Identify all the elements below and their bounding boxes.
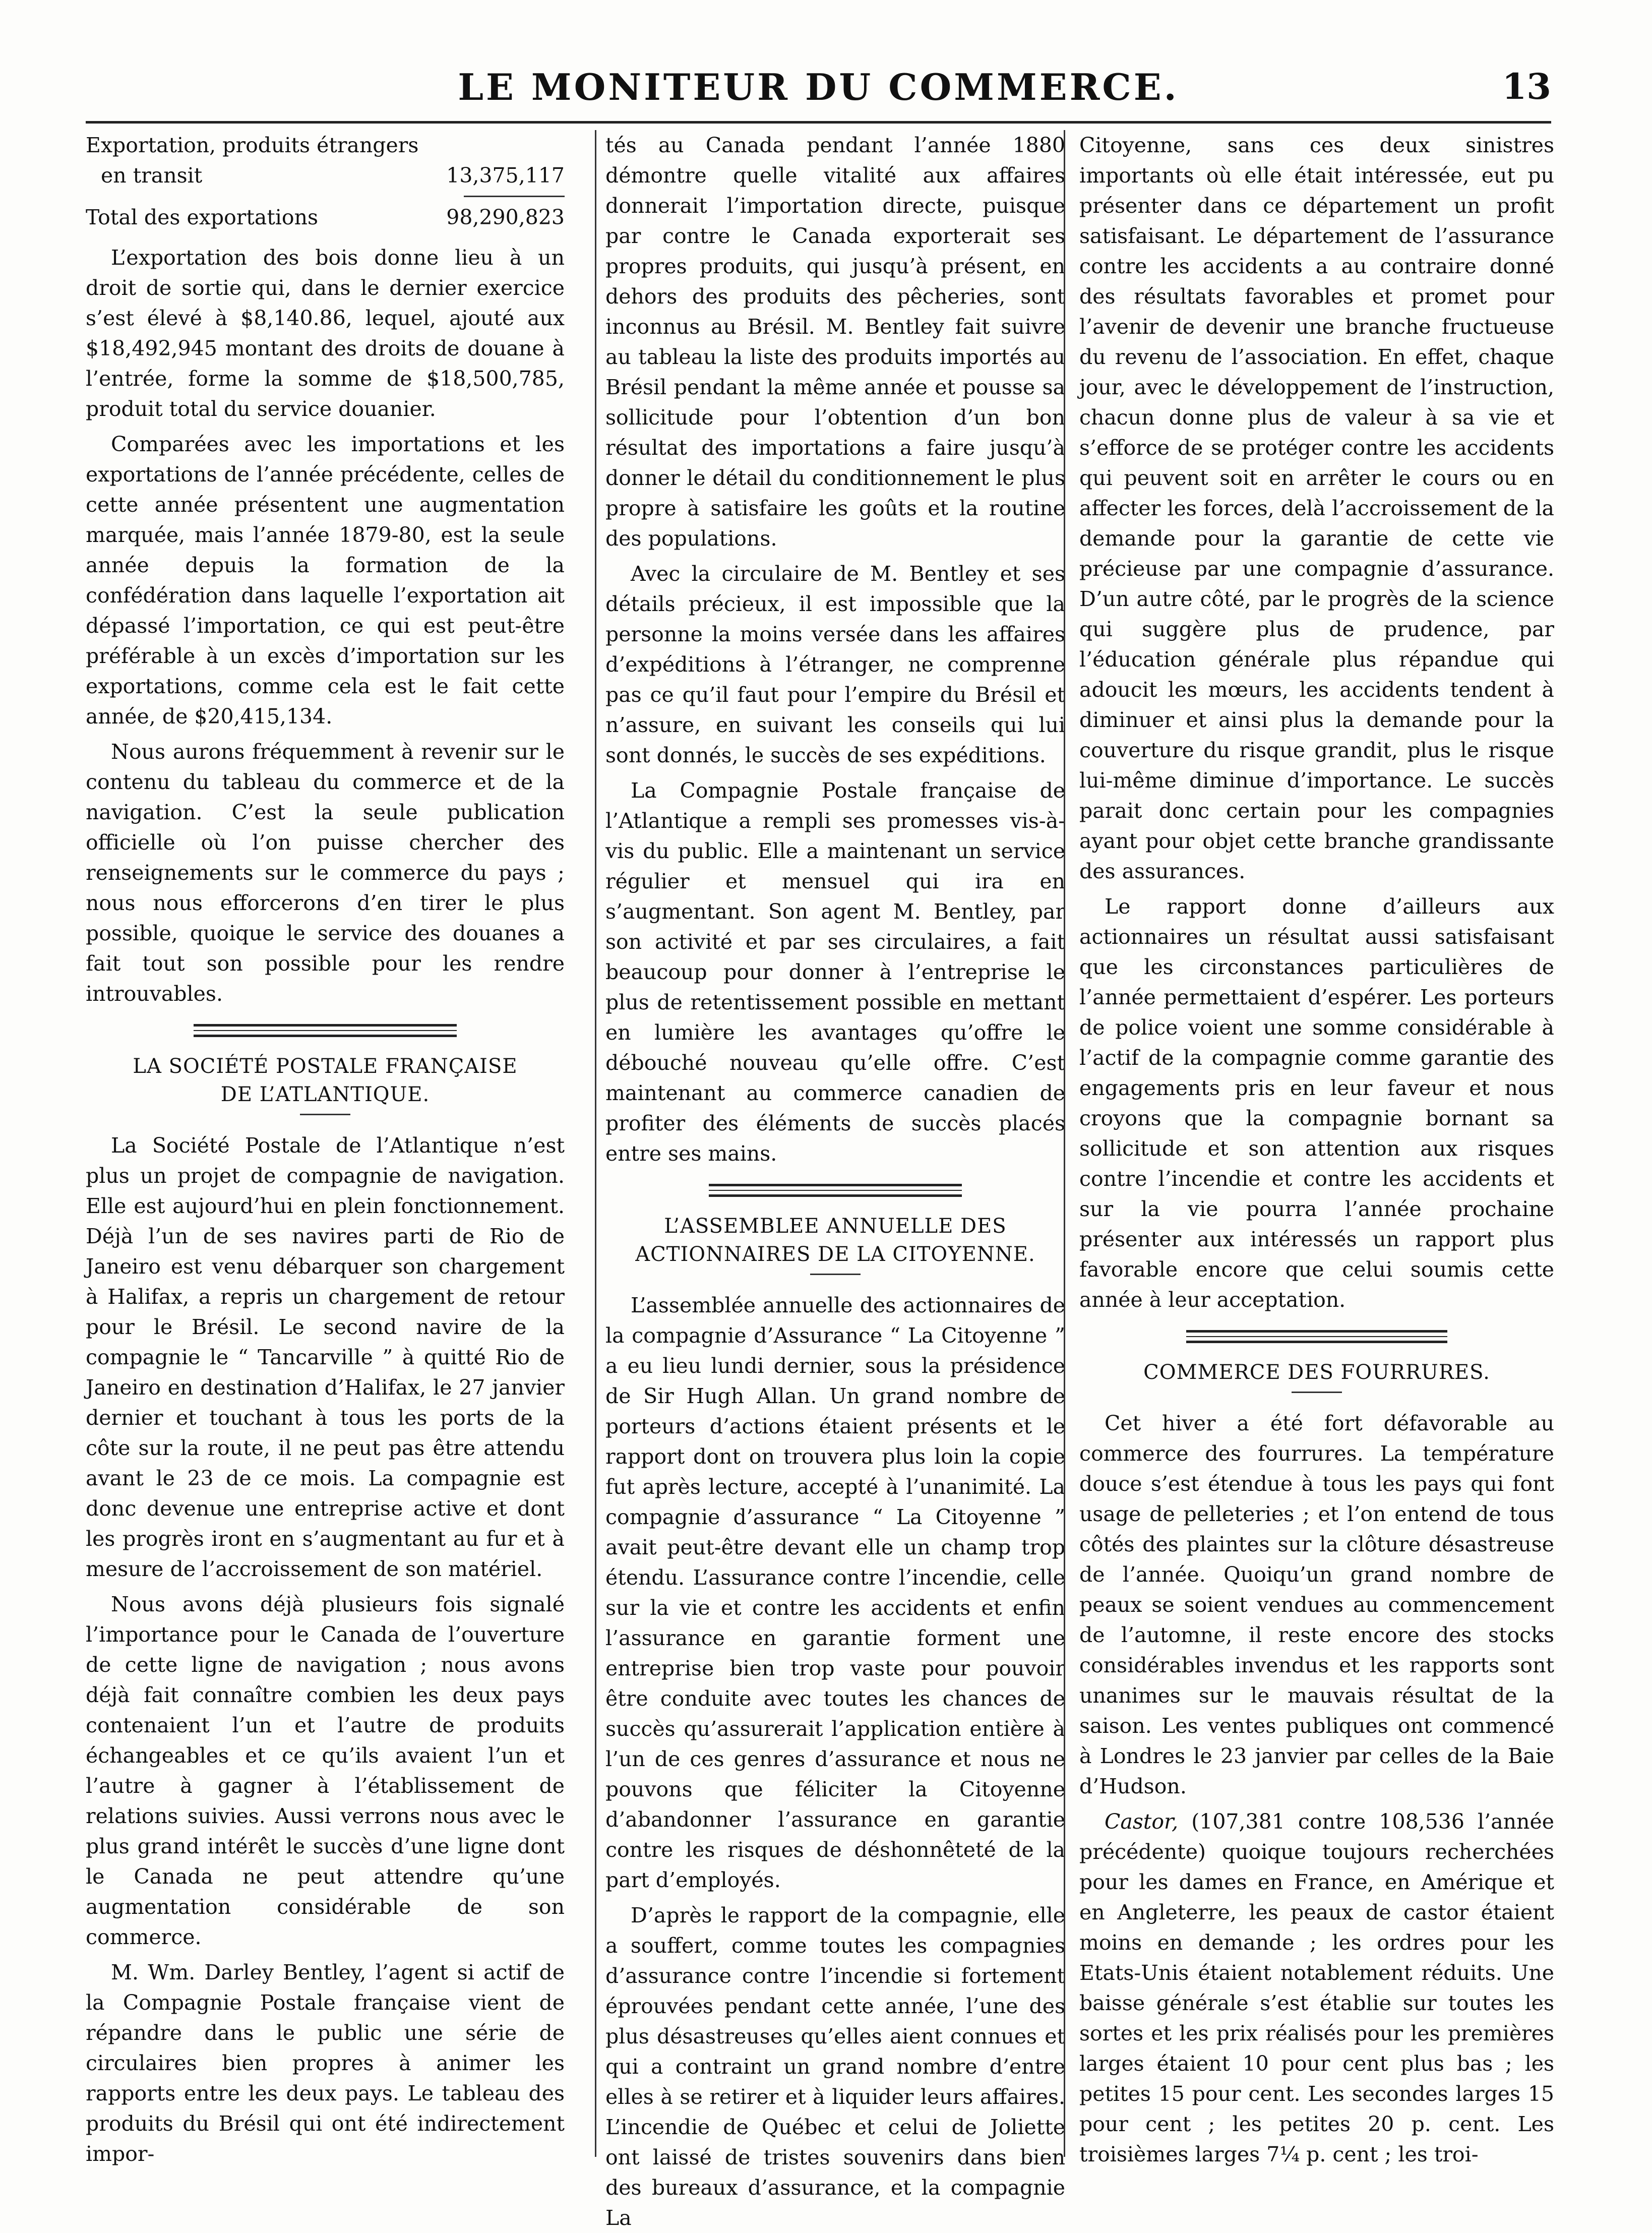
stat-foreign-label: Exportation, produits étrangers <box>86 133 419 157</box>
stat-total-label: Total des exportations <box>86 205 319 229</box>
masthead-title: LE MONITEUR DU COMMERCE. <box>458 66 1179 108</box>
paragraph: D’après le rapport de la compagnie, elle a souffert, comme toutes les compagnies d’assurance contre l’incendie si fortement éprouvées pendant cette année, l’une des plus désastreuses qu’elles aient connues et qui a contraint un grand nombre d’entre elles à se retirer et à liquider leurs affaires. L’incendie de Québec et celui de Joliette ont laissé de tristes souvenirs dans bien des bureaux d’assurance, et la compagnie La <box>605 1903 1065 2230</box>
page-number: 13 <box>1502 66 1551 107</box>
heading-line-1: L’ASSEMBLEE ANNUELLE DES <box>664 1215 1007 1238</box>
stat-rule <box>464 196 565 197</box>
heading-line-2: ACTIONNAIRES DE LA CITOYENNE. <box>635 1243 1035 1266</box>
heading-line-1: COMMERCE DES FOURRURES. <box>1143 1361 1490 1384</box>
paragraph: Nous avons déjà plusieurs fois signalé l’importance pour le Canada de l’ouverture de cette ligne de navigation ; nous avons déjà fait connaître combien les deux pays contenaient l’un et l’autre de produits échangeables et ce qu’ils avaient l’un et l’autre à gagner à l’établissement de relations suivies. Aussi verrons nous avec le plus grand intérêt le succès d’une ligne dont le Canada ne peut attendre qu’une augmentation considérable de son commerce. <box>86 1592 565 1949</box>
paragraph: Le rapport donne d’ailleurs aux actionnaires un résultat aussi satisfaisant que les circonstances particulières de l’année permettaient d’espérer. Les porteurs de police voient une somme considérable à l’actif de la compagnie comme garantie des engagements pris en leur faveur et nous croyons que la compagnie bornant sa sollicitude et son attention aux risques contre l’incendie et contre les accidents et sur la vie pourra l’année prochaine présenter aux intéressés un rapport plus favorable encore que celui soumis cette année à leur acceptation. <box>1079 894 1554 1312</box>
paragraph: Comparées avec les importations et les exportations de l’année précédente, celles de cette année présentent une augmentation marquée, mais l’année 1879-80, est la seule année depuis la formation de la confédération dans laquelle l’exportation ait dépassé l’importation, ce qui est peut-être préférable à un excès d’importation sur les exportations, comme cela est le fait cette année, de $20,415,134. <box>86 432 565 729</box>
section-divider <box>194 1024 457 1037</box>
stat-total-row <box>86 202 565 232</box>
stat-foreign-value: 13,375,117 <box>446 163 565 188</box>
column-2 <box>595 130 1065 2230</box>
paragraph: La Société Postale de l’Atlantique n’est plus un projet de compagnie de navigation. Elle est aujourd’hui en plein fonctionnement. Déjà l’un de ses navires parti de Rio de Janeiro est venu débarquer son chargement à Halifax, a repris un chargement de retour pour le Brésil. Le second navire de la compagnie le “ Tancarville ” à quitté Rio de Janeiro en destination d’Halifax, le 27 janvier dernier et touchant à tous les ports de la côte sur la route, il ne peut pas être attendu avant le 23 de ce mois. La compagnie est donc devenue une entreprise active et dont les progrès iront en s’augmentant au fur et à mesure de l’accroissement de son matériel. <box>86 1133 565 1581</box>
column-1 <box>86 130 565 2166</box>
paragraph-lead: Castor, <box>1105 1809 1179 1834</box>
stat-foreign-row <box>86 160 565 191</box>
column-3 <box>1064 130 1554 2166</box>
paragraph: Avec la circulaire de M. Bentley et ses détails précieux, il est impossible que la personne la moins versée dans les affaires d’expéditions à l’étranger, ne comprenne pas ce qu’il faut pour l’empire du Brésil et n’assure, en suivant les conseils qui lui sont donnés, le succès de ses expéditions. <box>605 562 1065 767</box>
heading-rule <box>810 1274 861 1275</box>
article-heading <box>1079 1358 1554 1386</box>
paragraph-body: (107,381 contre 108,536 l’année précédente) quoique toujours recherchées pour les dames en France, en Amérique et en Angleterre, les peaux de castor étaient moins en demande ; les ordres pour les Etats-Unis étaient notablement réduits. Une baisse générale s’est établie sur toutes les sortes et les prix réalisés pour les premières larges étaient 10 pour cent plus bas ; les petites 15 pour cent. Les secondes larges 15 pour cent ; les petites 20 p. cent. Les troisièmes larges 7¼ p. cent ; les troi- <box>1079 1809 1554 2166</box>
section-divider <box>709 1184 962 1197</box>
heading-line-2: DE L’ATLANTIQUE. <box>220 1083 430 1106</box>
stat-foreign-label-2: en transit <box>101 163 203 188</box>
article-heading <box>86 1052 565 1109</box>
heading-rule <box>1292 1392 1342 1393</box>
export-stats <box>86 130 565 232</box>
heading-line-1: LA SOCIÉTÉ POSTALE FRANÇAISE <box>133 1055 518 1078</box>
stat-total-value: 98,290,823 <box>446 205 565 229</box>
paragraph: Nous aurons fréquemment à revenir sur le contenu du tableau du commerce et de la navigation. C’est la seule publication officielle où l’on puisse chercher des renseignements sur le commerce du pays ; nous nous efforcerons d’en tirer le plus possible, quoique le service des douanes a fait tout son possible pour les rendre introuvables. <box>86 740 565 1006</box>
section-divider <box>1186 1330 1447 1343</box>
heading-rule <box>300 1114 350 1115</box>
masthead <box>86 66 1551 124</box>
paragraph <box>1079 1806 1554 2169</box>
paragraph: Cet hiver a été fort défavorable au commerce des fourrures. La température douce s’est étendue à tous les pays qui font usage de pelleteries ; et l’on entend de tous côtés des plaintes sur la clôture désastreuse de l’année. Quoiqu’un grand nombre de peaux se soient vendues au commencement de l’automne, il reste encore des stocks considérables invendus et les rapports sont unanimes sur le mauvais résultat de la saison. Les ventes publiques ont commencé à Londres le 23 janvier par celles de la Baie d’Hudson. <box>1079 1411 1554 1798</box>
paragraph: La Compagnie Postale française de l’Atlantique a rempli ses promesses vis-à-vis du public. Elle a maintenant un service régulier et mensuel qui ira en s’augmentant. Son agent M. Bentley, par son activité et par ses circulaires, a fait beaucoup pour donner à l’entreprise le plus de retentissement possible en mettant en lumière les avantages qu’offre le débouché nouveau qu’elle offre. C’est maintenant au commerce canadien de profiter des éléments de succès placés entre ses mains. <box>605 778 1065 1166</box>
article-heading <box>605 1212 1065 1269</box>
paragraph: L’assemblée annuelle des actionnaires de la compagnie d’Assurance “ La Citoyenne ” a eu lieu lundi dernier, sous la présidence de Sir Hugh Allan. Un grand nombre de porteurs d’actions étaient présents et le rapport dont on trouvera plus loin la copie fut après lecture, accepté à l’unanimité. La compagnie d’assurance “ La Citoyenne ” avait peut-être devant elle un champ trop étendu. L’assurance contre l’incendie, celle sur la vie et contre les accidents et enfin l’assurance en garantie forment une entreprise bien trop vaste pour pouvoir être conduite avec toutes les chances de succès qu’assurerait l’application entière à l’un de ces genres d’assurance et nous ne pouvons que féliciter la Citoyenne d’abandonner l’assurance en garantie contre les risques de déshonnêteté de la part d’employés. <box>605 1293 1065 1892</box>
paragraph: Citoyenne, sans ces deux sinistres importants où elle était intéressée, eut pu présenter dans ce département un profit satisfaisant. Le département de l’assurance contre les accidents a au contraire donné des résultats favorables et promet pour l’avenir de devenir une branche fructueuse du revenu de l’association. En effet, chaque jour, avec le développement de l’instruction, chacun donne plus de valeur à sa vie et s’efforce de se protéger contre les accidents qui peuvent soit en arrêter le cours ou en affecter les forces, delà l’accroissement de la demande pour la garantie de cette vie précieuse par une compagnie d’assurance. D’un autre côté, par le progrès de la science qui suggère plus de prudence, par l’éducation générale plus répandue qui adoucit les mœurs, les accidents tendent à diminuer et ainsi plus la demande pour la couverture du risque grandit, plus le risque lui-même diminue d’importance. Le succès parait donc certain pour les compagnies ayant pour objet cette branche grandissante des assurances. <box>1079 133 1554 883</box>
paragraph: L’exportation des bois donne lieu à un droit de sortie qui, dans le dernier exercice s’est élevé à $8,140.86, lequel, ajouté aux $18,492,945 montant des droits de douane à l’entrée, forme la somme de $18,500,785, produit total du service douanier. <box>86 246 565 421</box>
paragraph: M. Wm. Darley Bentley, l’agent si actif de la Compagnie Postale française vient de répandre dans le public une série de circulaires bien propres à animer les rapports entre les deux pays. Le tableau des produits du Brésil qui ont été indirectement impor- <box>86 1960 565 2166</box>
paragraph: tés au Canada pendant l’année 1880 démontre quelle vitalité aux affaires donnerait l’importation directe, puisque par contre le Canada exporterait ses propres produits, qui jusqu’à présent, en dehors des produits des pêcheries, sont inconnus au Brésil. M. Bentley fait suivre au tableau la liste des produits importés au Brésil pendant la même année et pousse sa sollicitude pour l’obtention d’un bon résultat des importations a faire jusqu’à donner le détail du conditionnement le plus propre à satisfaire les goûts et la routine des populations. <box>605 133 1065 551</box>
